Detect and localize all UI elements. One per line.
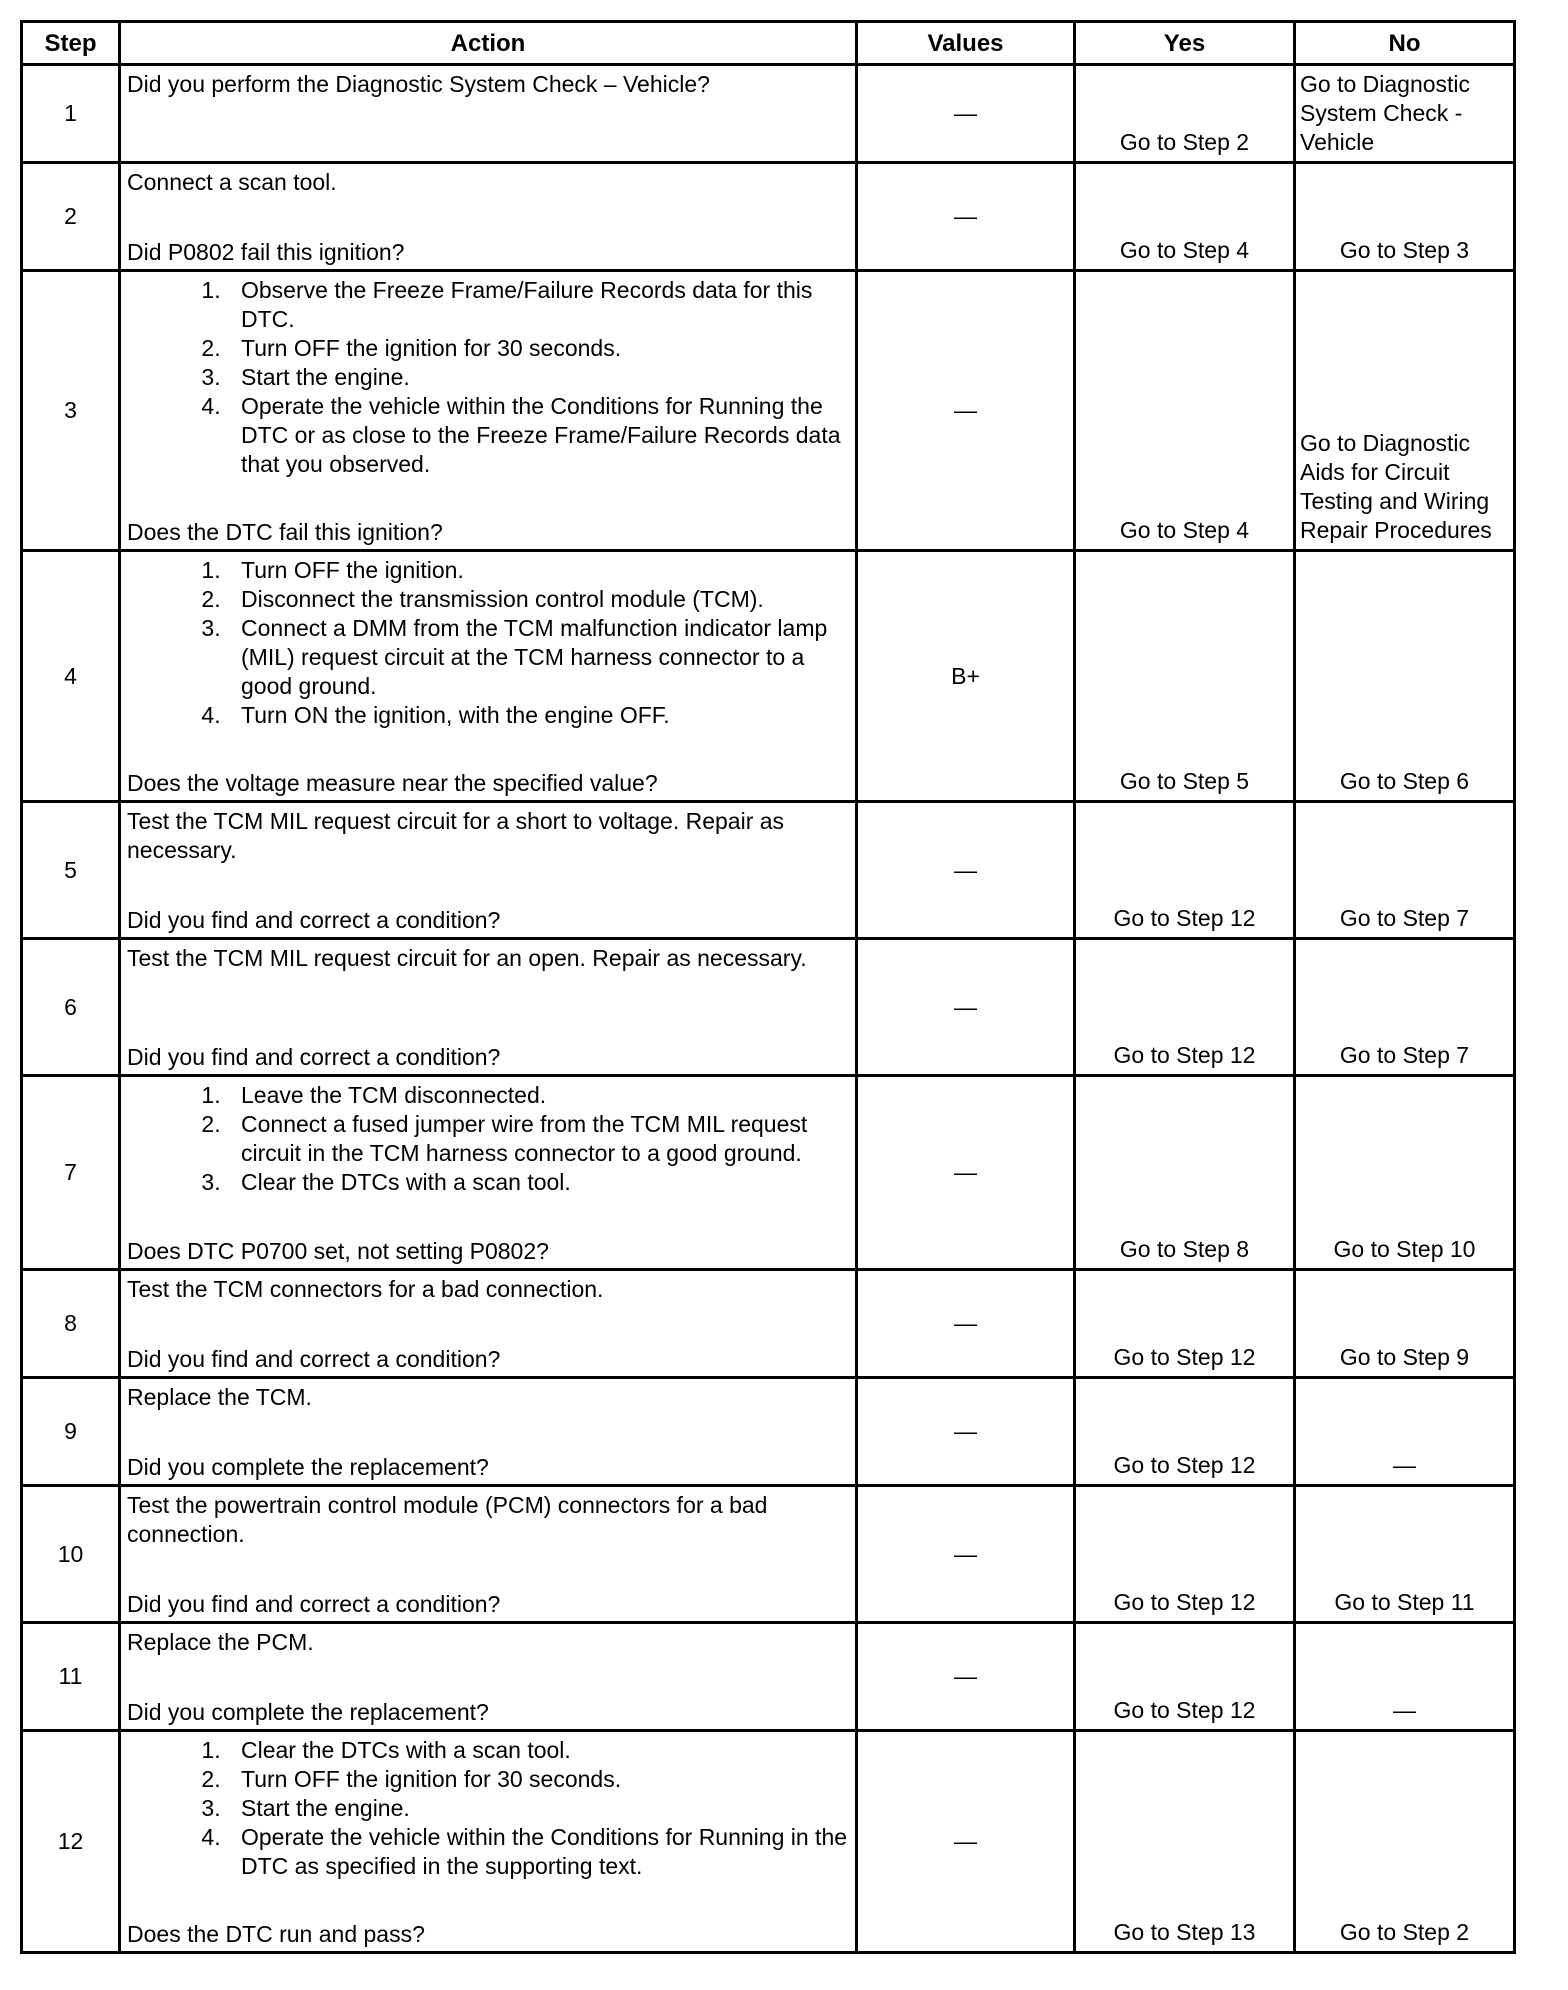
value-cell: — xyxy=(857,271,1075,551)
action-cell xyxy=(120,939,857,1076)
yes-text: Go to Step 8 xyxy=(1119,1236,1250,1262)
value-cell: — xyxy=(857,1378,1075,1486)
no-cell xyxy=(1295,163,1515,271)
value-cell: — xyxy=(857,65,1075,163)
header-row xyxy=(22,22,1515,65)
value-cell: — xyxy=(857,1076,1075,1270)
action-step-item: 2. Disconnect the transmission control module (TCM). xyxy=(227,585,849,614)
value-cell: — xyxy=(857,163,1075,271)
action-steps xyxy=(127,1736,849,1881)
no-text: Go to Step 3 xyxy=(1339,237,1470,263)
yes-text: Go to Step 2 xyxy=(1119,129,1250,155)
action-step-item: 3. Start the engine. xyxy=(227,1794,849,1823)
value-cell: B+ xyxy=(857,551,1075,802)
action-step-item: 2. Connect a fused jumper wire from the TCM MIL request circuit in the TCM harness connector to a good ground. xyxy=(227,1110,849,1168)
action-cell xyxy=(120,271,857,551)
step-number: 2 xyxy=(22,163,120,271)
yes-cell xyxy=(1075,939,1295,1076)
diagnostic-table xyxy=(20,20,1516,1954)
step-number: 4 xyxy=(22,551,120,802)
action-question: Does DTC P0700 set, not setting P0802? xyxy=(127,1238,549,1264)
yes-cell xyxy=(1075,271,1295,551)
no-text: — xyxy=(1393,1697,1416,1723)
action-cell xyxy=(120,1378,857,1486)
table-row xyxy=(22,1270,1515,1378)
no-cell xyxy=(1295,1623,1515,1731)
step-number: 11 xyxy=(22,1623,120,1731)
no-text: Go to Step 2 xyxy=(1339,1919,1470,1945)
step-number: 1 xyxy=(22,65,120,163)
yes-text: Go to Step 12 xyxy=(1113,1344,1256,1370)
action-question: Does the DTC fail this ignition? xyxy=(127,519,443,545)
action-step-item: 3. Clear the DTCs with a scan tool. xyxy=(227,1168,849,1197)
no-cell xyxy=(1295,802,1515,939)
action-question: Did you find and correct a condition? xyxy=(127,1044,501,1070)
yes-cell xyxy=(1075,1270,1295,1378)
yes-text: Go to Step 12 xyxy=(1113,1452,1256,1478)
value-cell: — xyxy=(857,1270,1075,1378)
action-cell xyxy=(120,1270,857,1378)
action-steps xyxy=(127,276,849,479)
no-text: Go to Step 7 xyxy=(1339,1042,1470,1068)
step-number: 5 xyxy=(22,802,120,939)
table-row xyxy=(22,1731,1515,1953)
action-steps xyxy=(127,1081,849,1197)
no-cell xyxy=(1295,939,1515,1076)
action-question: Did P0802 fail this ignition? xyxy=(127,239,405,265)
yes-text: Go to Step 12 xyxy=(1113,1589,1256,1615)
step-number: 7 xyxy=(22,1076,120,1270)
no-text: Go to Step 10 xyxy=(1333,1236,1476,1262)
action-text: Test the TCM MIL request circuit for a short to voltage. Repair as necessary. xyxy=(127,808,785,863)
no-cell xyxy=(1295,1378,1515,1486)
action-question: Did you find and correct a condition? xyxy=(127,1346,501,1372)
action-step-item: 4. Operate the vehicle within the Conditions for Running in the DTC as specified in the supporting text. xyxy=(227,1823,849,1881)
yes-cell xyxy=(1075,1623,1295,1731)
value-cell: — xyxy=(857,1623,1075,1731)
no-text: Go to Diagnostic Aids for Circuit Testing and Wiring Repair Procedures xyxy=(1300,430,1492,543)
action-text: Test the TCM connectors for a bad connection. xyxy=(127,1276,604,1302)
step-number: 6 xyxy=(22,939,120,1076)
action-cell xyxy=(120,163,857,271)
action-step-item: 1. Leave the TCM disconnected. xyxy=(227,1081,849,1110)
table-row xyxy=(22,1623,1515,1731)
step-number: 9 xyxy=(22,1378,120,1486)
no-text: Go to Step 11 xyxy=(1334,1589,1475,1615)
table-row xyxy=(22,551,1515,802)
no-cell xyxy=(1295,1076,1515,1270)
table-row xyxy=(22,1076,1515,1270)
yes-text: Go to Step 4 xyxy=(1119,517,1250,543)
header-yes: Yes xyxy=(1075,22,1295,65)
yes-cell xyxy=(1075,1378,1295,1486)
action-text: Test the TCM MIL request circuit for an open. Repair as necessary. xyxy=(127,945,807,971)
action-question: Did you complete the replacement? xyxy=(127,1699,489,1725)
yes-text: Go to Step 5 xyxy=(1119,768,1250,794)
action-cell xyxy=(120,65,857,163)
step-number: 12 xyxy=(22,1731,120,1953)
header-step: Step xyxy=(22,22,120,65)
action-text: Replace the TCM. xyxy=(127,1384,312,1410)
action-cell xyxy=(120,1076,857,1270)
no-text: Go to Step 7 xyxy=(1339,905,1470,931)
yes-cell xyxy=(1075,1486,1295,1623)
no-cell xyxy=(1295,1731,1515,1953)
no-cell xyxy=(1295,271,1515,551)
table-row xyxy=(22,802,1515,939)
action-step-item: 4. Operate the vehicle within the Conditions for Running the DTC or as close to the Freeze Frame/Failure Records data that you observed. xyxy=(227,392,849,479)
header-no: No xyxy=(1295,22,1515,65)
yes-cell xyxy=(1075,65,1295,163)
table-row xyxy=(22,1378,1515,1486)
yes-cell xyxy=(1075,163,1295,271)
action-cell xyxy=(120,1486,857,1623)
no-text: Go to Step 9 xyxy=(1339,1344,1470,1370)
no-cell xyxy=(1295,1270,1515,1378)
table-row xyxy=(22,163,1515,271)
no-cell xyxy=(1295,65,1515,163)
action-cell xyxy=(120,1731,857,1953)
table-row xyxy=(22,65,1515,163)
table-row xyxy=(22,939,1515,1076)
no-cell xyxy=(1295,551,1515,802)
action-text: Did you perform the Diagnostic System Check – Vehicle? xyxy=(127,71,710,97)
header-values: Values xyxy=(857,22,1075,65)
action-text: Connect a scan tool. xyxy=(127,169,337,195)
step-number: 10 xyxy=(22,1486,120,1623)
action-question: Did you find and correct a condition? xyxy=(127,907,501,933)
action-step-item: 2. Turn OFF the ignition for 30 seconds. xyxy=(227,1765,849,1794)
action-cell xyxy=(120,551,857,802)
action-step-item: 3. Connect a DMM from the TCM malfunction indicator lamp (MIL) request circuit at the TCM harness connector to a good ground. xyxy=(227,614,849,701)
action-step-item: 1. Observe the Freeze Frame/Failure Records data for this DTC. xyxy=(227,276,849,334)
value-cell: — xyxy=(857,939,1075,1076)
yes-text: Go to Step 4 xyxy=(1119,237,1250,263)
action-steps xyxy=(127,556,849,730)
step-number: 3 xyxy=(22,271,120,551)
action-question: Did you find and correct a condition? xyxy=(127,1591,501,1617)
action-question: Does the DTC run and pass? xyxy=(127,1921,425,1947)
action-text: Replace the PCM. xyxy=(127,1629,314,1655)
action-step-item: 1. Clear the DTCs with a scan tool. xyxy=(227,1736,849,1765)
header-action: Action xyxy=(120,22,857,65)
action-cell xyxy=(120,1623,857,1731)
action-step-item: 3. Start the engine. xyxy=(227,363,849,392)
no-text: Go to Diagnostic System Check - Vehicle xyxy=(1300,71,1471,155)
yes-text: Go to Step 12 xyxy=(1113,905,1256,931)
action-step-item: 1. Turn OFF the ignition. xyxy=(227,556,849,585)
action-step-item: 2. Turn OFF the ignition for 30 seconds. xyxy=(227,334,849,363)
table-row xyxy=(22,1486,1515,1623)
action-question: Did you complete the replacement? xyxy=(127,1454,489,1480)
value-cell: — xyxy=(857,1486,1075,1623)
value-cell: — xyxy=(857,1731,1075,1953)
action-cell xyxy=(120,802,857,939)
action-question: Does the voltage measure near the specified value? xyxy=(127,770,658,796)
yes-cell xyxy=(1075,802,1295,939)
yes-cell xyxy=(1075,551,1295,802)
yes-text: Go to Step 13 xyxy=(1113,1919,1256,1945)
yes-cell xyxy=(1075,1076,1295,1270)
yes-text: Go to Step 12 xyxy=(1113,1042,1256,1068)
no-text: — xyxy=(1393,1452,1416,1478)
action-step-item: 4. Turn ON the ignition, with the engine OFF. xyxy=(227,701,849,730)
no-cell xyxy=(1295,1486,1515,1623)
no-text: Go to Step 6 xyxy=(1339,768,1470,794)
table-row xyxy=(22,271,1515,551)
step-number: 8 xyxy=(22,1270,120,1378)
value-cell: — xyxy=(857,802,1075,939)
yes-text: Go to Step 12 xyxy=(1113,1697,1256,1723)
action-text: Test the powertrain control module (PCM) connectors for a bad connection. xyxy=(127,1492,768,1547)
yes-cell xyxy=(1075,1731,1295,1953)
